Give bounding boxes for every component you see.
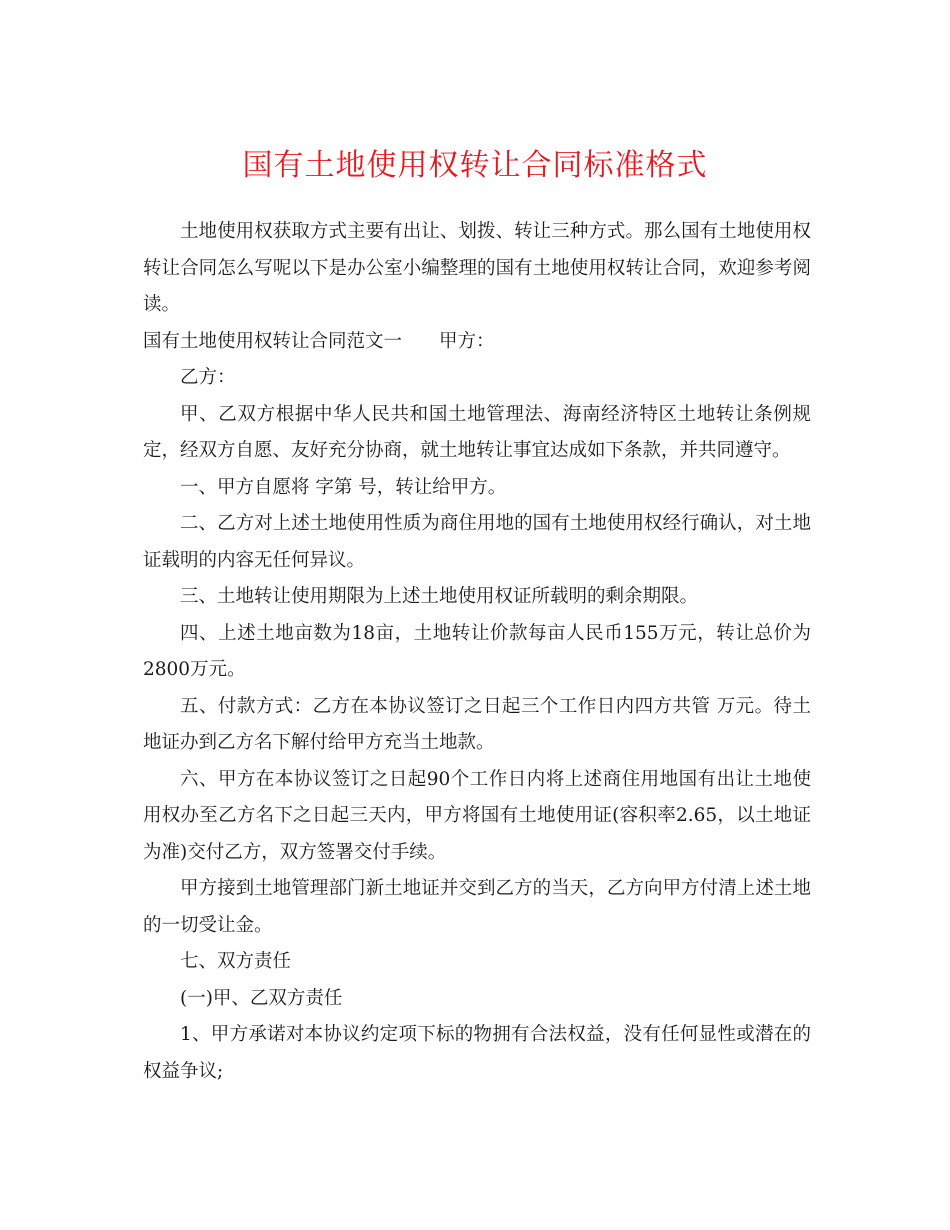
sample-heading-party-a: 国有土地使用权转让合同范文一 甲方： [143, 330, 495, 352]
clause-6-continued: 甲方接到土地管理部门新土地证并交到乙方的当天，乙方向甲方付清上述土地的一切受让金。 [143, 878, 811, 936]
document-body [143, 214, 811, 1090]
clause-7-heading: 七、双方责任 [180, 951, 292, 972]
clause-7-item-1: 1、甲方承诺对本协议约定项下标的物拥有合法权益，没有任何显性或潜在的权益争议; [143, 1024, 811, 1082]
clause-5: 五、付款方式：乙方在本协议签订之日起三个工作日内四方共管 万元。待土地证办到乙方名下解付给甲方充当土地款。 [143, 695, 811, 753]
clause-7-subheading: (一)甲、乙双方责任 [180, 987, 343, 1009]
party-b-line: 乙方： [180, 367, 236, 388]
clause-2: 二、乙方对上述土地使用性质为商住用地的国有土地使用权经行确认，对土地证载明的内容无任何异议。 [143, 513, 811, 571]
clause-1: 一、甲方自愿将 字第 号，转让给甲方。 [180, 476, 507, 498]
document-title: 国有土地使用权转让合同标准格式 [242, 148, 708, 183]
clause-4: 四、上述土地亩数为18亩，土地转让价款每亩人民币155万元，转让总价为2800万元。 [143, 622, 811, 680]
clause-3: 三、土地转让使用期限为上述土地使用权证所载明的剩余期限。 [180, 586, 699, 607]
clause-6: 六、甲方在本协议签订之日起90个工作日内将上述商住用地国有出让土地使用权办至乙方名下之日起三天内，甲方将国有土地使用证(容积率2.65，以土地证为准)交付乙方，双方签署交付手续。 [143, 768, 811, 863]
preamble-paragraph: 甲、乙双方根据中华人民共和国土地管理法、海南经济特区土地转让条例规定，经双方自愿、友好充分协商，就土地转让事宜达成如下条款，并共同遵守。 [143, 403, 811, 461]
intro-paragraph: 土地使用权获取方式主要有出让、划拨、转让三种方式。那么国有土地使用权转让合同怎么写呢以下是办公室小编整理的国有土地使用权转让合同，欢迎参考阅读。 [143, 221, 811, 315]
